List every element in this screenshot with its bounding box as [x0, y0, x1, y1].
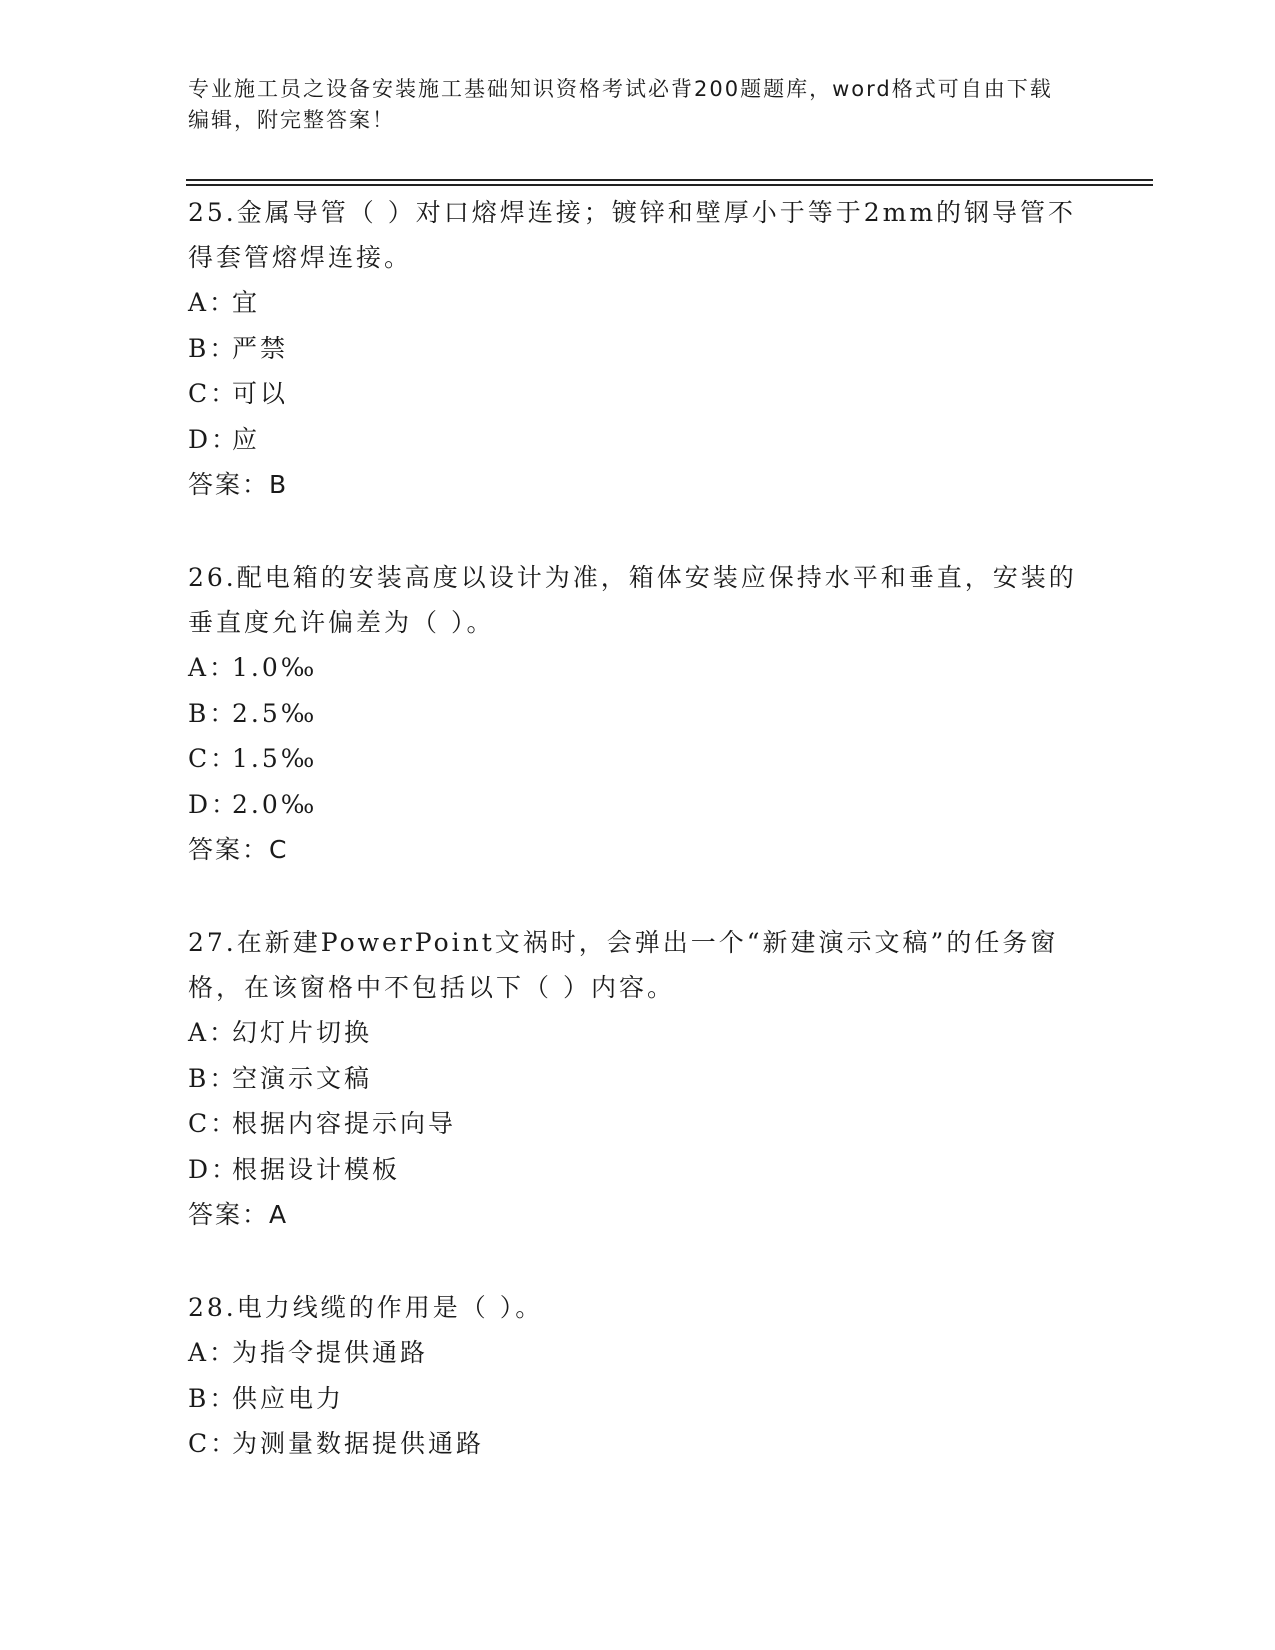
header-divider-bottom — [186, 184, 1153, 186]
question-25 — [188, 190, 1088, 507]
option-text: 1.5‰ — [232, 744, 318, 773]
question-28 — [188, 1285, 1088, 1467]
option-text: 根据设计模板 — [232, 1154, 401, 1184]
option-text: 为指令提供通路 — [232, 1338, 429, 1367]
option-a — [188, 1010, 1088, 1056]
option-text: 2.0‰ — [232, 789, 318, 819]
option-c — [188, 736, 1088, 782]
page-header: 专业施工员之设备安装施工基础知识资格考试必背200题题库，word格式可自由下载编辑，附完整答案！ — [188, 77, 1053, 132]
option-key: C： — [188, 744, 239, 773]
question-list — [188, 190, 1088, 1467]
option-key: A： — [188, 1018, 238, 1047]
option-key: A： — [188, 1338, 238, 1367]
option-d — [188, 417, 1088, 463]
question-27 — [188, 920, 1088, 1237]
option-key: B： — [188, 1383, 238, 1413]
option-text: 1.0‰ — [232, 653, 318, 682]
option-text: 宜 — [232, 288, 261, 317]
option-d — [188, 1147, 1088, 1193]
header-divider-top — [186, 179, 1153, 181]
option-b — [188, 1376, 1088, 1422]
option-c — [188, 371, 1088, 417]
option-key: D： — [188, 1154, 240, 1184]
option-c — [188, 1421, 1088, 1467]
option-a — [188, 1330, 1088, 1376]
option-text: 供应电力 — [232, 1383, 345, 1413]
option-key: C： — [188, 1109, 239, 1138]
answer: 答案：A — [188, 1200, 289, 1229]
answer: 答案：C — [188, 835, 289, 864]
answer: 答案：B — [188, 470, 289, 499]
question-stem: 26.配电箱的安装高度以设计为准，箱体安装应保持水平和垂直，安装的垂直度允许偏差为（ ）。 — [188, 563, 1077, 637]
question-spacer — [188, 1237, 1088, 1285]
option-a — [188, 280, 1088, 326]
question-spacer — [188, 507, 1088, 555]
question-spacer — [188, 872, 1088, 920]
option-b — [188, 326, 1088, 372]
option-text: 应 — [232, 424, 261, 454]
question-stem: 25.金属导管（ ）对口熔焊连接；镀锌和壁厚小于等于2mm的钢导管不得套管熔焊连接。 — [188, 198, 1077, 272]
option-key: D： — [188, 789, 240, 819]
option-key: B： — [188, 698, 238, 728]
option-text: 根据内容提示向导 — [232, 1109, 457, 1138]
option-key: C： — [188, 379, 239, 408]
option-text: 为测量数据提供通路 — [232, 1429, 485, 1458]
option-key: A： — [188, 653, 238, 682]
question-26 — [188, 555, 1088, 872]
option-text: 严禁 — [232, 333, 289, 363]
option-key: C： — [188, 1429, 239, 1458]
option-d — [188, 782, 1088, 828]
option-key: B： — [188, 1063, 238, 1093]
option-text: 空演示文稿 — [232, 1063, 373, 1093]
option-text: 幻灯片切换 — [232, 1018, 373, 1047]
option-b — [188, 691, 1088, 737]
option-b — [188, 1056, 1088, 1102]
option-key: A： — [188, 288, 238, 317]
option-text: 2.5‰ — [232, 698, 318, 728]
option-text: 可以 — [232, 379, 289, 408]
option-key: B： — [188, 333, 238, 363]
question-stem: 27.在新建PowerPoint文祸时，会弹出一个“新建演示文稿”的任务窗格，在该窗格中不包括以下（ ）内容。 — [188, 928, 1059, 1002]
option-c — [188, 1101, 1088, 1147]
option-a — [188, 645, 1088, 691]
option-key: D： — [188, 424, 240, 454]
question-stem: 28.电力线缆的作用是（ ）。 — [188, 1293, 544, 1322]
